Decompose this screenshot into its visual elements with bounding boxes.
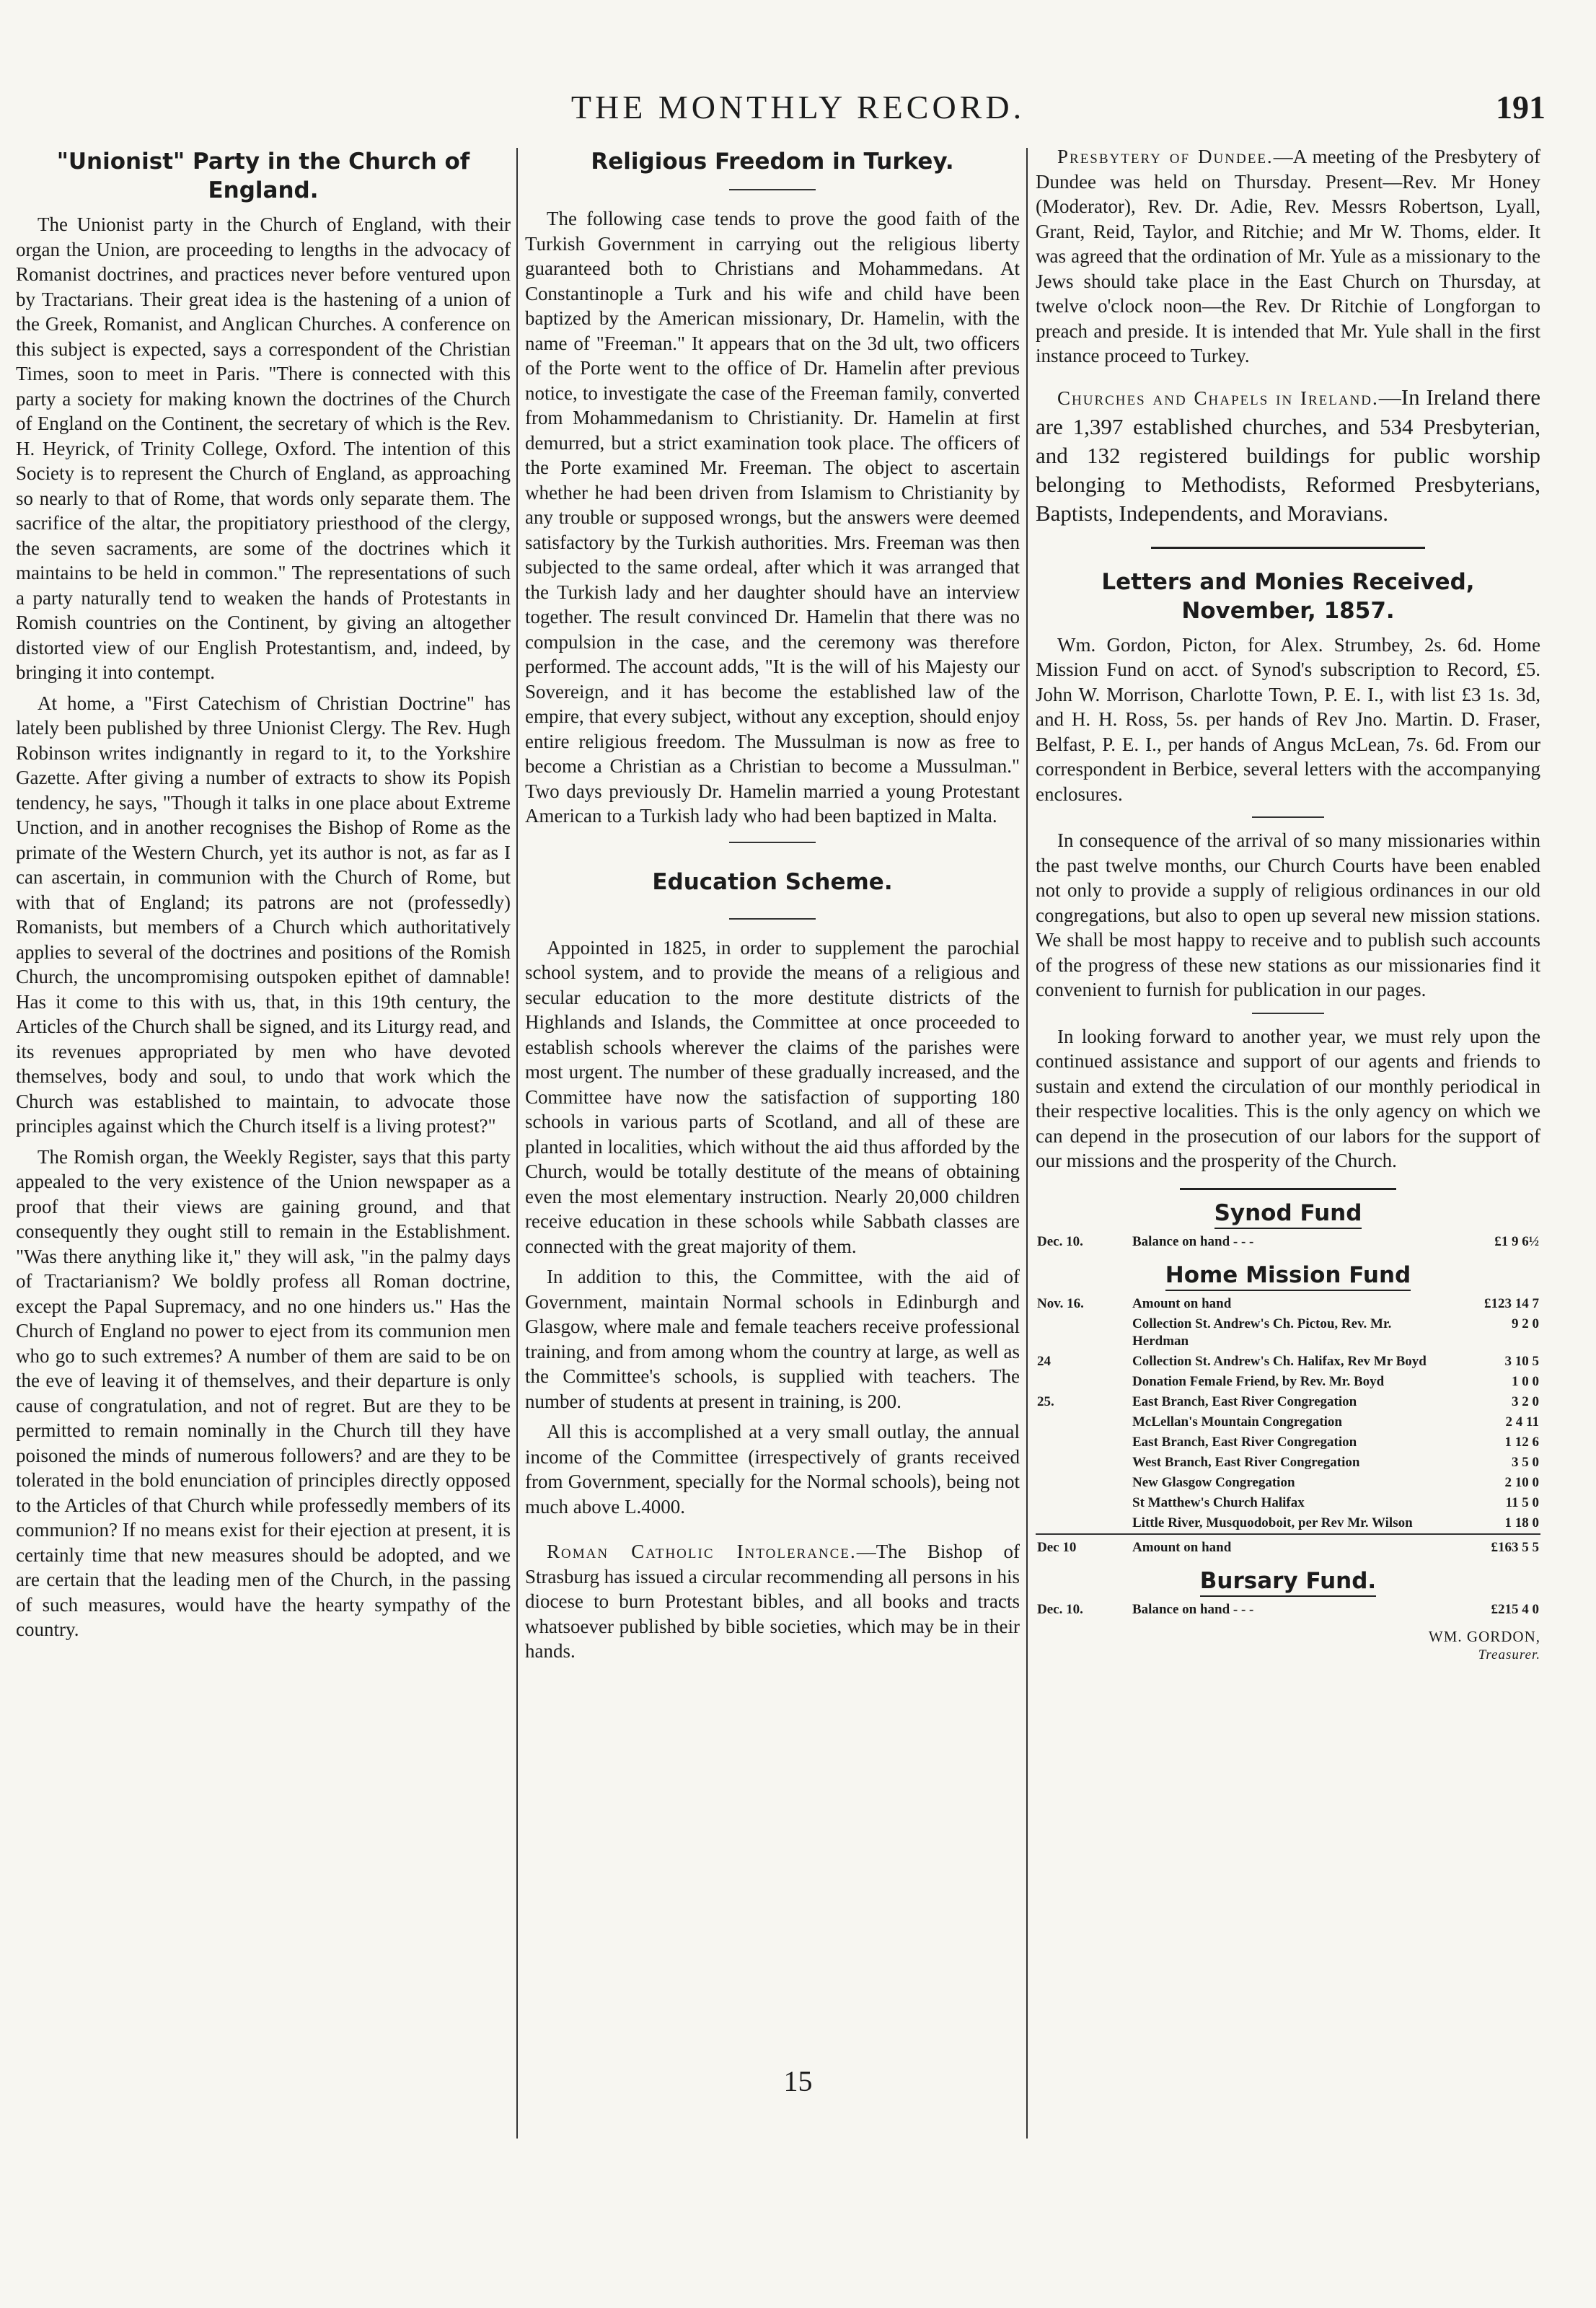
page-number: 191 [1496, 89, 1546, 125]
page-header [0, 81, 1596, 131]
table-row: 25. East Branch, East River Congregation 3 2 0 [1037, 1393, 1539, 1409]
column-middle [525, 144, 1020, 2092]
article-heading-education: Education Scheme. [652, 868, 893, 895]
treasurer-name: WM. GORDON, [1428, 1627, 1540, 1645]
section-rule [729, 918, 816, 920]
table-row: 24 Collection St. Andrew's Ch. Halifax, Rev Mr Boyd 3 10 5 [1037, 1353, 1539, 1369]
section-rule [1180, 1188, 1396, 1190]
publication-title: THE MONTHLY RECORD. [570, 89, 1026, 125]
article-heading-letters-monies: Letters and Monies Received, November, 1857. [1101, 568, 1475, 624]
table-row: Little River, Musquodoboit, per Rev Mr. Wilson 1 18 0 [1132, 1515, 1539, 1530]
table-row: West Branch, East River Congregation 3 5 0 [1132, 1454, 1539, 1470]
table-row: Donation Female Friend, by Rev. Mr. Boyd 1 0 0 [1132, 1373, 1539, 1389]
article-paragraph: The Unionist party in the Church of England, with their organ the Union, are proceeding to lengths in the advocacy of Romanist doctrines, and practices never before ventured upon by Tractarians. Their great idea is the hastening of a union of the Greek, Romanist, and Anglican Churches. A conference on this subject is expected, says a correspondent of the Christian Times, soon to meet in Paris. "There is connected with this party a society for making known the doctrines of the Church of England on the Continent, the secretary of which is the Rev. H. Heyrick, of Trinity College, Oxford. The intention of this Society is to represent the Church of England, as approaching so nearly to that of Rome, that words only separate them. The sacrifice of the altar, the propitiatory priesthood of the clergy, the seven sacraments, are some of the doctrines which it maintains to be held in common." The representations of such a party naturally tend to weaken the hands of Protestants in Romish countries on the Continent, by giving an altogether distorted view of our English Protestantism, and, indeed, by bringing it into contempt. [16, 213, 511, 683]
section-rule [1151, 547, 1425, 549]
bursary-fund-title: Bursary Fund. [1036, 1568, 1540, 1594]
column-divider [1026, 148, 1028, 2139]
table-row: New Glasgow Congregation 2 10 0 [1132, 1474, 1539, 1490]
article-paragraph: Wm. Gordon, Picton, for Alex. Strumbey, 2s. 6d. Home Mission Fund on acct. of Synod's subscription to Record, £5. John W. Morrison, Charlotte Town, P. E. I., with list £3 1s. 3d, and H. H. Ross, 5s. per hands of Rev Jno. Martin. D. Fraser, Belfast, P. E. I., per hands of Angus McLean, 7s. 6d. From our correspondent in Berbice, several letters with the accompanying enclosures. [1036, 633, 1540, 805]
article-paragraph: At home, a "First Catechism of Christian Doctrine" has lately been published by three Unionist Clergy. The Rev. Hugh Robinson writes indignantly in regard to it, to the Yorkshire Gazette. After giving a number of extracts to show its Popish tendency, he says, "Though it talks in one place about Extreme Unction, and in another recognises the Bishop of Rome as the primate of the Western Church, yet its author is not, as far as I can ascertain, in communion with the Church of Rome, but with that of England; its patrons are not (professedly) Romanists, but members of a Church which authoritatively applies to several of the doctrines and positions of the Romish Church, the uncompromising outspoken epithet of damnable! Has it come to this with us, that, in this 19th century, the Articles of the Church shall be signed, and its Liturgy read, and its revenues appropriated by men who have devoted themselves, body and soul, to undo that work which the Church was established to maintain, to advocate those principles against which the Church itself is a living protest?" [16, 692, 511, 1137]
column-divider [516, 148, 518, 2139]
table-total-row: Dec 10 Amount on hand £163 5 5 [1036, 1534, 1540, 1558]
section-rule [1252, 816, 1324, 818]
table-row: Collection St. Andrew's Ch. Pictou, Rev. Mr. Herdman 9 2 0 [1132, 1316, 1539, 1349]
table-row: East Branch, East River Congregation 1 12 6 [1132, 1434, 1539, 1450]
treasurer-signature [1036, 1627, 1540, 1665]
table-row: St Matthew's Church Halifax 11 5 0 [1132, 1494, 1539, 1510]
article-paragraph: In addition to this, the Committee, with the aid of Government, maintain Normal schools in Edinburgh and Glasgow, where male and female teachers receive professional training, and from among whom the country at large, as well as the Committee's schools, is supplied with teachers. The number of students at present in training, is 200. [525, 1266, 1020, 1412]
signature-mark: 15 [783, 2065, 813, 2097]
table-row: Nov. 16. Amount on hand £123 14 7 [1037, 1295, 1539, 1311]
article-paragraph: The Romish organ, the Weekly Register, says that this party appealed to the very existence of the Union newspaper as a proof that their views are gaining ground, and that consequently they ought still to remain in the Establishment. "Was there anything like it," they will ask, "in the palmy days of Tractarianism? We boldly profess all Roman doctrine, except the Papal Supremacy, and no one hinders us." Has the Church of England no power to eject from its communion men who go to such extremes? A number of them are said to be on the eve of leaving it of themselves, and their departure is only cause of congratulation, and not of regret. But are they to be permitted to remain nominally in the Church till they have poisoned the minds of numerous followers? and are they to be tolerated in the bold enunciation of principles directly opposed to the Articles of that Church while professedly members of its communion? If no means exist for their ejection at present, it is certainly time that new measures should be adopted, and we are certain that the leading men of the Church, in the passing of such measures, would have the hearty sympathy of the country. [16, 1145, 511, 1640]
article-paragraph: In consequence of the arrival of so many missionaries within the past twelve months, our Church Courts have been enabled not only to provide a supply of religious ordinances in our old congregations, but also to open up several new mission stations. We shall be most happy to receive and to publish such accounts of the progress of these new stations as our missionaries find it convenient to furnish for publication in our pages. [1036, 829, 1540, 1000]
synod-fund-table [1036, 1232, 1540, 1252]
table-row: Dec. 10. Balance on hand - - - £1 9 6½ [1037, 1233, 1539, 1249]
article-paragraph: Appointed in 1825, in order to supplement the parochial school system, and to provide the means of a religious and secular education to the more destitute districts of the Highlands and Islands, the Committee at once proceeded to establish schools wherever the claims of the parishes were most urgent. The number of these gradually increased, and the Committee have now the satisfaction of supporting 180 schools in various parts of Scotland, and all of these are planted in localities, which without the aid thus afforded by the Church, would be totally destitute of the means of obtaining even the most elementary instruction. Nearly 20,000 children receive education in these schools while Sabbath classes are connected with the great majority of them. [525, 936, 1020, 1257]
paragraph-body: —The Bishop of Strasburg has issued a circular recommending all persons in his diocese to burn Protestant bibles, and all books and tracts whatsoever published by bible societies, which may be in their hands. [525, 1541, 1020, 1662]
section-rule [729, 842, 816, 843]
section-rule [729, 189, 816, 190]
article-heading-religious-freedom: Religious Freedom in Turkey. [591, 149, 954, 175]
table-row: Dec. 10. Balance on hand - - - £215 4 0 [1037, 1601, 1539, 1617]
article-heading-unionist: "Unionist" Party in the Church of England. [56, 149, 470, 203]
paragraph-body: —A meeting of the Presbytery of Dundee was held on Thursday. Present—Rev. Mr Honey (Moderator), Rev. Dr. Adie, Rev. Messrs Robertson, Lyall, Grant, Reid, Taylor, and Ritchie; and Mr W. Thoms, elder. It was agreed that the ordination of Mr. Yule as a missionary to the Jews should take place in the East Church on Thursday, at twelve o'clock noon—the Rev. Dr Ritchie of Longforgan to preach and preside. It is intended that Mr. Yule shall in the first instance proceed to Turkey. [1036, 146, 1540, 366]
paragraph-lead: Presbytery of Dundee. [1057, 146, 1274, 167]
column-right [1036, 144, 1540, 2092]
article-paragraph: In looking forward to another year, we must rely upon the continued assistance and support of our agents and friends to sustain and extend the circulation of our monthly periodical in their respective localities. This is the only agency on which we can depend in the prosecution of our labors for the support of our missions and the prosperity of the Church. [1036, 1025, 1540, 1171]
column-left [16, 144, 511, 2092]
section-rule [1252, 1013, 1324, 1014]
paragraph-lead: Roman Catholic Intolerance. [547, 1541, 857, 1562]
article-paragraph: All this is accomplished at a very small outlay, the annual income of the Committee (irrespectively of grants received from Government, specially for the Normal schools), being not much above L.4000. [525, 1421, 1020, 1518]
article-paragraph: The following case tends to prove the good faith of the Turkish Government in carrying out the religious liberty guaranteed both to Christians and Mohammedans. At Constantinople a Turk and his wife and child have been baptized by the American missionary, Dr. Hamelin, with the name of "Freeman." It appears that on the 3d ult, two officers of the Porte went to the office of Dr. Hamelin after previous notice, to investigate the case of the Freeman family, converted from Mohammedanism to Christianity. Dr. Hamelin at first demurred, but a strict examination took place. The officers of the Porte examined Mr. Freeman. The object to ascertain whether he had been driven from Islamism to Christianity by any trouble or supposed wrongs, but the answers were deemed satisfactory by the Turkish authorities. Mrs. Freeman was then subjected to the same ordeal, after which it was arranged that the Turkish lady and her daughter should have an interview together. The result convinced Dr. Hamelin that there was no compulsion in the case, and the ceremony was therefore performed. The account adds, "It is the will of his Majesty our Sovereign, and it has become the established law of the empire, that every subject, without any exception, should enjoy entire religious freedom. The Mussulman is now as free to become a Christian as a Christian to become a Mussulman." Two days previously Dr. Hamelin married a young Protestant American to a Turkish lady who had been baptized in Malta. [525, 208, 1020, 827]
article-paragraph [1036, 383, 1540, 528]
article-paragraph [1036, 144, 1540, 369]
paragraph-body: —In Ireland there are 1,397 established churches, and 534 Presbyterian, and 132 registered buildings for public worship belonging to Methodists, Reformed Presbyterians, Baptists, Independents, and Moravians. [1036, 384, 1540, 526]
bursary-fund-table [1036, 1600, 1540, 1620]
table-row: McLellan's Mountain Congregation 2 4 11 [1132, 1414, 1539, 1430]
treasurer-role: Treasurer. [1478, 1647, 1540, 1662]
article-paragraph [525, 1539, 1020, 1664]
home-mission-fund-title: Home Mission Fund [1036, 1262, 1540, 1288]
synod-fund-title: Synod Fund [1036, 1200, 1540, 1226]
home-mission-fund-table [1036, 1294, 1540, 1558]
paragraph-lead: Churches and Chapels in Ireland. [1057, 387, 1379, 409]
